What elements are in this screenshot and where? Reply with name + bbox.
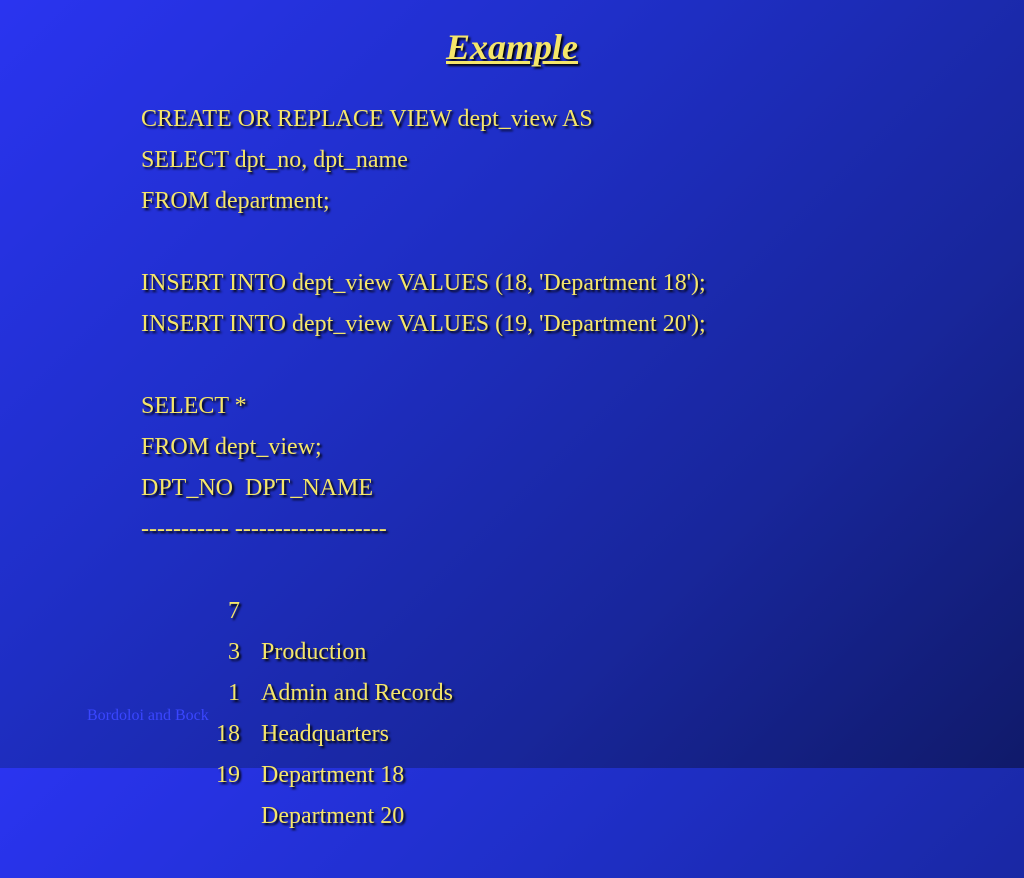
code-line: FROM department; (141, 188, 330, 214)
result-dpt-name: Headquarters (261, 721, 389, 747)
code-line: INSERT INTO dept_view VALUES (18, 'Department 18'); (141, 270, 706, 296)
result-dpt-no: 1 (228, 680, 240, 706)
code-line: INSERT INTO dept_view VALUES (19, 'Department 20'); (141, 311, 706, 337)
code-line-blank (141, 222, 706, 263)
code-line: SELECT dpt_no, dpt_name (141, 147, 408, 173)
result-dpt-no: 7 (228, 598, 240, 624)
result-dpt-name: Admin and Records (261, 680, 453, 706)
result-dpt-no: 18 (216, 721, 240, 747)
result-header: DPT_NO DPT_NAME (141, 475, 374, 501)
result-dpt-name: Production (261, 639, 367, 665)
result-dpt-no: 19 (216, 762, 240, 788)
code-line: SELECT * (141, 393, 247, 419)
code-line-blank (141, 345, 706, 386)
slide-title: Example (446, 27, 578, 67)
footer-credit: Bordoloi and Bock (87, 707, 209, 724)
result-dpt-name: Department 20 (261, 803, 405, 829)
result-dpt-name: Department 18 (261, 762, 405, 788)
sql-code-block (141, 99, 706, 829)
result-row (141, 550, 706, 665)
code-line: FROM dept_view; (141, 434, 322, 460)
result-dpt-no: 3 (228, 639, 240, 665)
result-separator: ----------- ------------------- (141, 516, 387, 542)
code-line: CREATE OR REPLACE VIEW dept_view AS (141, 106, 593, 132)
